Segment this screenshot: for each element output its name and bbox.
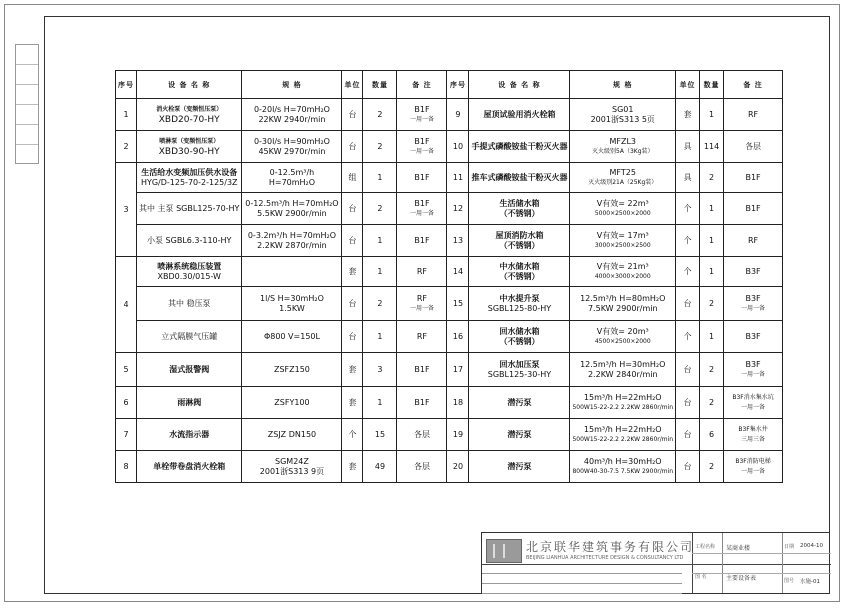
cell-remark: B1F: [724, 163, 783, 193]
cell-name: 生活储水箱 （不锈钢）: [469, 193, 570, 225]
cell-remark: B1F: [397, 353, 447, 387]
drawing-date: 2004-10: [800, 543, 823, 549]
table-row: [116, 131, 783, 163]
cell-spec: ZSJZ DN150: [242, 419, 342, 451]
table-row: [116, 287, 783, 321]
header-name: 设 备 名 称: [469, 71, 570, 99]
cell-spec: 0-3.2m³/h H=70mH₂O 2.2KW 2870r/min: [242, 225, 342, 257]
cell-unit: 个: [676, 321, 700, 353]
table-row: [116, 257, 783, 287]
cell-unit: 套: [342, 257, 363, 287]
cell-qty: 2: [363, 287, 397, 321]
cell-spec: 1l/S H=30mH₂O 1.5KW: [242, 287, 342, 321]
cell-no: 18: [447, 387, 469, 419]
cell-remark: B1F 一用一备: [397, 193, 447, 225]
cell-unit: 个: [676, 225, 700, 257]
cell-qty: 2: [700, 287, 724, 321]
cell-name: 中水储水箱 （不锈钢）: [469, 257, 570, 287]
signature-rows: [482, 564, 682, 594]
cell-spec: 15m³/h H=22mH₂O 500W15-22-2.2 2.2KW 2860r/min: [570, 387, 676, 419]
cell-name: 潜污泵: [469, 387, 570, 419]
cell-unit: 套: [676, 99, 700, 131]
cell-qty: 15: [363, 419, 397, 451]
cell-spec: 40m³/h H=30mH₂O 800W40-30-7.5 7.5KW 2900r/min: [570, 451, 676, 483]
header-remark: 备 注: [397, 71, 447, 99]
cell-name: 推车式磷酸铵盐干粉灭火器: [469, 163, 570, 193]
cell-name: 回水储水箱 （不锈钢）: [469, 321, 570, 353]
cell-remark: RF: [724, 99, 783, 131]
cell-remark: 各层: [397, 419, 447, 451]
cell-no: 16: [447, 321, 469, 353]
cell-qty: 2: [700, 451, 724, 483]
cell-remark: B1F: [397, 387, 447, 419]
cell-remark: B1F: [397, 225, 447, 257]
drawing-title: 主要设备表: [726, 575, 757, 582]
cell-name: 小泵 SGBL6.3-110-HY: [137, 225, 242, 257]
table-row: [116, 321, 783, 353]
cell-qty: 1: [700, 321, 724, 353]
cell-unit: 台: [342, 99, 363, 131]
cell-spec: SG01 2001浙S313 5页: [570, 99, 676, 131]
company-logo: [486, 539, 522, 563]
drawing-label: 图 名: [695, 574, 707, 580]
cell-no: 8: [116, 451, 137, 483]
cell-qty: 1: [700, 257, 724, 287]
cell-spec: 0-12.5m³/h H=70mH₂O 5.5KW 2900r/min: [242, 193, 342, 225]
cell-name: 喷淋系统稳压装置 XBD0.30/015-W: [137, 257, 242, 287]
company-name-en: BEIJING LIANHUA ARCHITECTURE DESIGN & CONSULTANCY LTD: [526, 555, 684, 561]
cell-spec: 0-12.5m³/h H=70mH₂O: [242, 163, 342, 193]
cell-spec: 12.5m³/h H=80mH₂O 7.5KW 2900r/min: [570, 287, 676, 321]
cell-qty: 1: [363, 163, 397, 193]
cell-qty: 1: [700, 225, 724, 257]
cell-unit: 个: [676, 257, 700, 287]
cell-spec: 0-20l/s H=70mH₂O 22KW 2940r/min: [242, 99, 342, 131]
cell-no: 14: [447, 257, 469, 287]
cell-name: 潜污泵: [469, 419, 570, 451]
cell-unit: 具: [676, 163, 700, 193]
cell-spec: SGM24Z 2001浙S313 9页: [242, 451, 342, 483]
table-row: [116, 419, 783, 451]
cell-name: 屋顶试验用消火栓箱: [469, 99, 570, 131]
cell-unit: 台: [676, 353, 700, 387]
cell-name: 雨淋阀: [137, 387, 242, 419]
cell-name: 其中 主泵 SGBL125-70-HY: [137, 193, 242, 225]
cell-remark: RF: [724, 225, 783, 257]
cell-qty: 1: [700, 193, 724, 225]
header-name: 设 备 名 称: [137, 71, 242, 99]
cell-spec: V有效= 21m³ 4000×3000×2000: [570, 257, 676, 287]
cell-spec: [242, 257, 342, 287]
cell-unit: 台: [676, 387, 700, 419]
cell-name: 单栓带卷盘消火栓箱: [137, 451, 242, 483]
cell-qty: 3: [363, 353, 397, 387]
cell-remark: RF: [397, 257, 447, 287]
table-row: [116, 225, 783, 257]
cell-name: 立式隔膜气压罐: [137, 321, 242, 353]
cell-spec: 0-30l/s H=90mH₂O 45KW 2970r/min: [242, 131, 342, 163]
title-block: [481, 532, 830, 594]
cell-qty: 6: [700, 419, 724, 451]
cell-qty: 114: [700, 131, 724, 163]
cell-no: 7: [116, 419, 137, 451]
cell-remark: B3F: [724, 257, 783, 287]
cell-qty: 2: [700, 387, 724, 419]
cell-remark: B1F 一用一备: [397, 131, 447, 163]
drawing-number: 水施-01: [800, 579, 820, 585]
cell-spec: ZSFY100: [242, 387, 342, 419]
cell-no: 3: [116, 163, 137, 257]
cell-name: 其中 稳压泵: [137, 287, 242, 321]
cell-no: 1: [116, 99, 137, 131]
cell-qty: 1: [700, 99, 724, 131]
header-spec: 规 格: [570, 71, 676, 99]
cell-unit: 台: [342, 131, 363, 163]
cell-remark: B1F: [724, 193, 783, 225]
table-row: [116, 163, 783, 193]
cell-remark: RF 一用一备: [397, 287, 447, 321]
cell-remark: 各层: [397, 451, 447, 483]
cell-unit: 个: [342, 419, 363, 451]
cell-remark: B3F: [724, 321, 783, 353]
cell-spec: V有效= 17m³ 3000×2500×2500: [570, 225, 676, 257]
cell-spec: 15m³/h H=22mH₂O 500W15-22-2.2 2.2KW 2860r/min: [570, 419, 676, 451]
cell-unit: 个: [676, 193, 700, 225]
cell-name: 屋顶消防水箱 （不锈钢）: [469, 225, 570, 257]
cell-qty: 1: [363, 387, 397, 419]
cell-qty: 1: [363, 321, 397, 353]
cell-unit: 套: [342, 387, 363, 419]
cell-qty: 2: [363, 131, 397, 163]
cell-spec: ZSFZ150: [242, 353, 342, 387]
table-row: [116, 99, 783, 131]
cell-no: 15: [447, 287, 469, 321]
cell-name: 消火栓泵（变频恒压泵） XBD20-70-HY: [137, 99, 242, 131]
cell-no: 17: [447, 353, 469, 387]
cell-remark: B3F消水集水坑 一用一备: [724, 387, 783, 419]
project-name: 某商业楼: [726, 545, 751, 552]
cell-name: 生活给水变频加压供水设备 HYG/D-125-70-2-125/3Z: [137, 163, 242, 193]
cell-remark: B1F: [397, 163, 447, 193]
binding-margin-stamp: [15, 44, 39, 164]
cell-remark: B3F消防电梯 一用一备: [724, 451, 783, 483]
cell-unit: 台: [342, 287, 363, 321]
number-label: 图号: [784, 578, 795, 584]
header-spec: 规 格: [242, 71, 342, 99]
cell-unit: 台: [676, 451, 700, 483]
cell-no: 13: [447, 225, 469, 257]
cell-no: 5: [116, 353, 137, 387]
cell-unit: 组: [342, 163, 363, 193]
header-seq: 序号: [447, 71, 469, 99]
table-row: [116, 193, 783, 225]
header-seq: 序号: [116, 71, 137, 99]
cell-qty: 2: [363, 99, 397, 131]
cell-qty: 49: [363, 451, 397, 483]
cell-name: 喷淋泵（变频恒压泵） XBD30-90-HY: [137, 131, 242, 163]
cell-name: 水流指示器: [137, 419, 242, 451]
cell-remark: B3F 一用一备: [724, 353, 783, 387]
cell-no: 12: [447, 193, 469, 225]
table-header-row: [116, 71, 783, 99]
cell-no: 19: [447, 419, 469, 451]
cell-qty: 1: [363, 257, 397, 287]
table-row: [116, 387, 783, 419]
cell-unit: 台: [676, 419, 700, 451]
cell-qty: 1: [363, 225, 397, 257]
cell-unit: 台: [342, 193, 363, 225]
cell-spec: 12.5m³/h H=30mH₂O 2.2KW 2840r/min: [570, 353, 676, 387]
cell-remark: RF: [397, 321, 447, 353]
cell-no: 20: [447, 451, 469, 483]
equipment-schedule-table: [115, 70, 783, 483]
cell-no: 10: [447, 131, 469, 163]
header-remark: 备 注: [724, 71, 783, 99]
cell-remark: 各层: [724, 131, 783, 163]
header-unit: 单位: [676, 71, 700, 99]
cell-remark: B1F 一用一备: [397, 99, 447, 131]
cell-name: 回水加压泵 SGBL125-30-HY: [469, 353, 570, 387]
cell-spec: MFT25 灭火级别21A（25Kg装）: [570, 163, 676, 193]
cell-unit: 台: [342, 321, 363, 353]
cell-name: 手提式磷酸铵盐干粉灭火器: [469, 131, 570, 163]
cell-no: 11: [447, 163, 469, 193]
cell-spec: Φ800 V=150L: [242, 321, 342, 353]
cell-name: 潜污泵: [469, 451, 570, 483]
cell-unit: 台: [342, 225, 363, 257]
cell-qty: 2: [700, 353, 724, 387]
cell-name: 中水提升泵 SGBL125-80-HY: [469, 287, 570, 321]
cell-unit: 套: [342, 353, 363, 387]
table-row: [116, 353, 783, 387]
cell-unit: 具: [676, 131, 700, 163]
cell-no: 9: [447, 99, 469, 131]
cell-remark: B3F 一用一备: [724, 287, 783, 321]
cell-unit: 套: [342, 451, 363, 483]
cell-spec: V有效= 22m³ 5000×2500×2000: [570, 193, 676, 225]
header-qty: 数量: [700, 71, 724, 99]
cell-name: 湿式报警阀: [137, 353, 242, 387]
cell-spec: MFZL3 灭火级别5A（3Kg装）: [570, 131, 676, 163]
cell-no: 2: [116, 131, 137, 163]
cell-no: 4: [116, 257, 137, 353]
header-qty: 数量: [363, 71, 397, 99]
project-label: 工程名称: [695, 544, 716, 550]
cell-remark: B3F集水井 三用三备: [724, 419, 783, 451]
table-row: [116, 451, 783, 483]
header-unit: 单位: [342, 71, 363, 99]
cell-spec: V有效= 20m³ 4500×2500×2000: [570, 321, 676, 353]
company-name: 北京联华建筑事务有限公司: [526, 540, 695, 554]
date-label: 日期: [784, 544, 795, 550]
cell-qty: 2: [700, 163, 724, 193]
cell-unit: 台: [676, 287, 700, 321]
cell-no: 6: [116, 387, 137, 419]
cell-qty: 2: [363, 193, 397, 225]
